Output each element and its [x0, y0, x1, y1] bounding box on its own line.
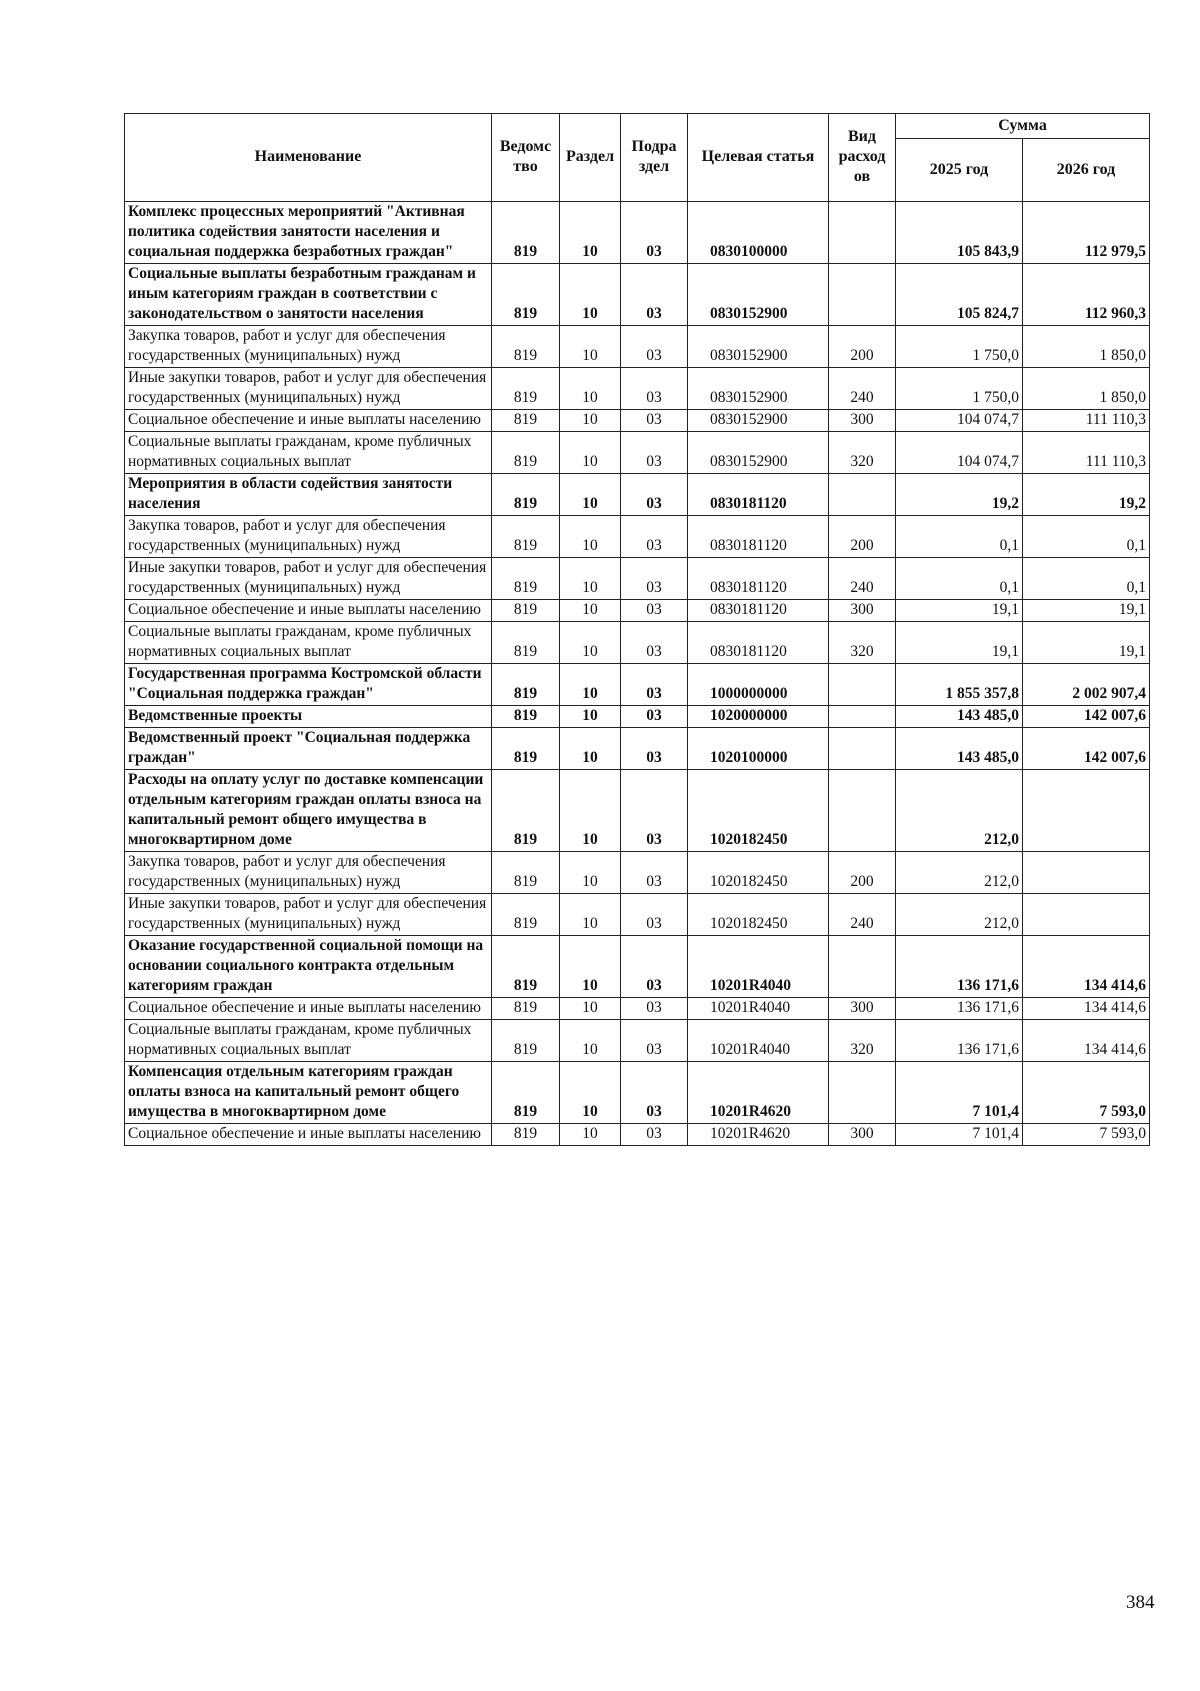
cell-ved: 819	[492, 1020, 560, 1062]
table-row	[125, 474, 1150, 516]
table-row	[125, 264, 1150, 326]
cell-podrazdel: 03	[621, 410, 688, 432]
cell-ved: 819	[492, 622, 560, 664]
table-row	[125, 894, 1150, 936]
cell-name: Закупка товаров, работ и услуг для обеспечения государственных (муниципальных) нужд	[125, 516, 492, 558]
cell-2026: 142 007,6	[1023, 706, 1150, 728]
table-row	[125, 852, 1150, 894]
table-row	[125, 1062, 1150, 1124]
cell-name: Социальное обеспечение и иные выплаты населению	[125, 998, 492, 1020]
cell-ved: 819	[492, 706, 560, 728]
cell-2025: 1 855 357,8	[896, 664, 1023, 706]
cell-2025: 0,1	[896, 558, 1023, 600]
cell-tsel: 1020182450	[688, 852, 829, 894]
cell-2026: 112 979,5	[1023, 202, 1150, 264]
cell-2026: 134 414,6	[1023, 998, 1150, 1020]
cell-ved: 819	[492, 664, 560, 706]
cell-name: Социальное обеспечение и иные выплаты населению	[125, 410, 492, 432]
cell-tsel: 10201R4040	[688, 1020, 829, 1062]
header-tsel: Целевая статья	[688, 114, 829, 202]
cell-vid: 200	[829, 852, 896, 894]
table-row	[125, 516, 1150, 558]
header-podrazdel: Подра здел	[621, 114, 688, 202]
cell-tsel: 0830152900	[688, 368, 829, 410]
cell-2026: 112 960,3	[1023, 264, 1150, 326]
cell-2026: 134 414,6	[1023, 936, 1150, 998]
cell-vid: 240	[829, 368, 896, 410]
cell-name: Социальные выплаты гражданам, кроме публичных нормативных социальных выплат	[125, 432, 492, 474]
header-vid: Вид расход ов	[829, 114, 896, 202]
cell-razdel: 10	[560, 1124, 621, 1146]
cell-podrazdel: 03	[621, 622, 688, 664]
cell-razdel: 10	[560, 998, 621, 1020]
cell-podrazdel: 03	[621, 998, 688, 1020]
cell-2026: 2 002 907,4	[1023, 664, 1150, 706]
cell-tsel: 0830181120	[688, 558, 829, 600]
cell-name: Мероприятия в области содействия занятости населения	[125, 474, 492, 516]
table-row	[125, 998, 1150, 1020]
cell-2025: 136 171,6	[896, 936, 1023, 998]
header-ved: Ведомс тво	[492, 114, 560, 202]
cell-podrazdel: 03	[621, 432, 688, 474]
cell-2026: 134 414,6	[1023, 1020, 1150, 1062]
table-row	[125, 558, 1150, 600]
cell-podrazdel: 03	[621, 770, 688, 852]
cell-razdel: 10	[560, 558, 621, 600]
cell-podrazdel: 03	[621, 600, 688, 622]
cell-ved: 819	[492, 852, 560, 894]
cell-vid: 300	[829, 600, 896, 622]
cell-vid: 300	[829, 410, 896, 432]
cell-tsel: 0830100000	[688, 202, 829, 264]
cell-razdel: 10	[560, 516, 621, 558]
cell-razdel: 10	[560, 600, 621, 622]
cell-vid	[829, 264, 896, 326]
cell-razdel: 10	[560, 410, 621, 432]
cell-podrazdel: 03	[621, 368, 688, 410]
cell-podrazdel: 03	[621, 202, 688, 264]
table-row	[125, 410, 1150, 432]
cell-ved: 819	[492, 1062, 560, 1124]
cell-tsel: 0830152900	[688, 410, 829, 432]
cell-2025: 136 171,6	[896, 1020, 1023, 1062]
cell-razdel: 10	[560, 202, 621, 264]
cell-2026: 19,2	[1023, 474, 1150, 516]
table-row	[125, 1020, 1150, 1062]
cell-podrazdel: 03	[621, 936, 688, 998]
cell-tsel: 0830181120	[688, 474, 829, 516]
cell-2025: 105 843,9	[896, 202, 1023, 264]
cell-2026: 1 850,0	[1023, 326, 1150, 368]
cell-name: Социальные выплаты безработным гражданам и иным категориям граждан в соответствии с законодательством о занятости населения	[125, 264, 492, 326]
cell-razdel: 10	[560, 326, 621, 368]
cell-2026: 7 593,0	[1023, 1124, 1150, 1146]
cell-razdel: 10	[560, 770, 621, 852]
cell-2025: 19,1	[896, 600, 1023, 622]
cell-ved: 819	[492, 998, 560, 1020]
cell-razdel: 10	[560, 368, 621, 410]
cell-podrazdel: 03	[621, 706, 688, 728]
cell-razdel: 10	[560, 1062, 621, 1124]
cell-ved: 819	[492, 368, 560, 410]
header-razdel: Раздел	[560, 114, 621, 202]
cell-podrazdel: 03	[621, 852, 688, 894]
page-number: 384	[1126, 1592, 1155, 1613]
cell-razdel: 10	[560, 432, 621, 474]
header-summa: Сумма	[896, 114, 1150, 139]
cell-podrazdel: 03	[621, 894, 688, 936]
cell-podrazdel: 03	[621, 1062, 688, 1124]
cell-tsel: 1020182450	[688, 770, 829, 852]
table-row	[125, 326, 1150, 368]
cell-razdel: 10	[560, 728, 621, 770]
cell-name: Оказание государственной социальной помощи на основании социального контракта отдельным категориям граждан	[125, 936, 492, 998]
cell-ved: 819	[492, 936, 560, 998]
cell-ved: 819	[492, 410, 560, 432]
cell-2026	[1023, 770, 1150, 852]
cell-name: Социальные выплаты гражданам, кроме публичных нормативных социальных выплат	[125, 622, 492, 664]
cell-vid	[829, 770, 896, 852]
cell-2026: 0,1	[1023, 516, 1150, 558]
cell-name: Комплекс процессных мероприятий "Активная политика содействия занятости населения и социальная поддержка безработных граждан"	[125, 202, 492, 264]
cell-2025: 143 485,0	[896, 706, 1023, 728]
table-row	[125, 432, 1150, 474]
cell-2026: 142 007,6	[1023, 728, 1150, 770]
cell-name: Закупка товаров, работ и услуг для обеспечения государственных (муниципальных) нужд	[125, 852, 492, 894]
cell-ved: 819	[492, 432, 560, 474]
cell-podrazdel: 03	[621, 474, 688, 516]
cell-vid	[829, 706, 896, 728]
cell-2025: 212,0	[896, 852, 1023, 894]
cell-2025: 19,1	[896, 622, 1023, 664]
cell-name: Компенсация отдельным категориям граждан оплаты взноса на капитальный ремонт общего имущества в многоквартирном доме	[125, 1062, 492, 1124]
cell-razdel: 10	[560, 664, 621, 706]
table-row	[125, 368, 1150, 410]
cell-name: Социальные выплаты гражданам, кроме публичных нормативных социальных выплат	[125, 1020, 492, 1062]
table-row	[125, 936, 1150, 998]
cell-vid: 300	[829, 998, 896, 1020]
table-row	[125, 664, 1150, 706]
cell-vid: 320	[829, 432, 896, 474]
cell-2025: 0,1	[896, 516, 1023, 558]
budget-table	[124, 113, 1150, 1146]
cell-tsel: 0830181120	[688, 516, 829, 558]
cell-tsel: 0830152900	[688, 432, 829, 474]
cell-tsel: 0830152900	[688, 264, 829, 326]
table-row	[125, 202, 1150, 264]
cell-2026	[1023, 852, 1150, 894]
cell-vid	[829, 728, 896, 770]
cell-vid	[829, 1062, 896, 1124]
cell-podrazdel: 03	[621, 1020, 688, 1062]
cell-2026: 19,1	[1023, 622, 1150, 664]
cell-2026: 7 593,0	[1023, 1062, 1150, 1124]
cell-2025: 104 074,7	[896, 410, 1023, 432]
cell-name: Иные закупки товаров, работ и услуг для обеспечения государственных (муниципальных) нужд	[125, 368, 492, 410]
cell-ved: 819	[492, 600, 560, 622]
cell-2025: 1 750,0	[896, 326, 1023, 368]
table-row	[125, 728, 1150, 770]
cell-name: Государственная программа Костромской области "Социальная поддержка граждан"	[125, 664, 492, 706]
cell-2026: 19,1	[1023, 600, 1150, 622]
cell-razdel: 10	[560, 852, 621, 894]
cell-2026: 1 850,0	[1023, 368, 1150, 410]
table-row	[125, 1124, 1150, 1146]
cell-vid	[829, 936, 896, 998]
cell-vid: 300	[829, 1124, 896, 1146]
cell-podrazdel: 03	[621, 1124, 688, 1146]
cell-razdel: 10	[560, 706, 621, 728]
cell-podrazdel: 03	[621, 664, 688, 706]
cell-2026	[1023, 894, 1150, 936]
cell-ved: 819	[492, 202, 560, 264]
cell-tsel: 10201R4620	[688, 1124, 829, 1146]
cell-vid	[829, 474, 896, 516]
cell-vid: 200	[829, 516, 896, 558]
cell-ved: 819	[492, 326, 560, 368]
cell-tsel: 1020000000	[688, 706, 829, 728]
table-row	[125, 770, 1150, 852]
header-2026: 2026 год	[1023, 139, 1150, 202]
cell-2025: 19,2	[896, 474, 1023, 516]
cell-2025: 1 750,0	[896, 368, 1023, 410]
cell-tsel: 10201R4040	[688, 998, 829, 1020]
cell-ved: 819	[492, 1124, 560, 1146]
cell-tsel: 10201R4620	[688, 1062, 829, 1124]
cell-tsel: 0830181120	[688, 600, 829, 622]
cell-tsel: 1000000000	[688, 664, 829, 706]
cell-name: Ведомственный проект "Социальная поддержка граждан"	[125, 728, 492, 770]
cell-podrazdel: 03	[621, 264, 688, 326]
table-row	[125, 600, 1150, 622]
cell-ved: 819	[492, 474, 560, 516]
cell-razdel: 10	[560, 1020, 621, 1062]
cell-ved: 819	[492, 770, 560, 852]
cell-2025: 7 101,4	[896, 1124, 1023, 1146]
cell-tsel: 0830181120	[688, 622, 829, 664]
cell-2025: 136 171,6	[896, 998, 1023, 1020]
cell-razdel: 10	[560, 894, 621, 936]
cell-razdel: 10	[560, 622, 621, 664]
cell-podrazdel: 03	[621, 326, 688, 368]
cell-ved: 819	[492, 558, 560, 600]
cell-podrazdel: 03	[621, 728, 688, 770]
cell-2025: 212,0	[896, 770, 1023, 852]
cell-vid: 240	[829, 894, 896, 936]
cell-2025: 143 485,0	[896, 728, 1023, 770]
cell-name: Социальное обеспечение и иные выплаты населению	[125, 1124, 492, 1146]
cell-tsel: 1020100000	[688, 728, 829, 770]
cell-name: Иные закупки товаров, работ и услуг для обеспечения государственных (муниципальных) нужд	[125, 894, 492, 936]
cell-2025: 212,0	[896, 894, 1023, 936]
cell-2026: 0,1	[1023, 558, 1150, 600]
cell-2025: 7 101,4	[896, 1062, 1023, 1124]
cell-ved: 819	[492, 516, 560, 558]
cell-2026: 111 110,3	[1023, 410, 1150, 432]
cell-name: Ведомственные проекты	[125, 706, 492, 728]
cell-name: Социальное обеспечение и иные выплаты населению	[125, 600, 492, 622]
cell-vid	[829, 664, 896, 706]
table-body	[125, 202, 1150, 1146]
cell-razdel: 10	[560, 264, 621, 326]
cell-tsel: 0830152900	[688, 326, 829, 368]
cell-razdel: 10	[560, 474, 621, 516]
cell-name: Расходы на оплату услуг по доставке компенсации отдельным категориям граждан оплаты взноса на капитальный ремонт общего имущества в многоквартирном доме	[125, 770, 492, 852]
cell-tsel: 10201R4040	[688, 936, 829, 998]
cell-vid	[829, 202, 896, 264]
cell-vid: 200	[829, 326, 896, 368]
header-2025: 2025 год	[896, 139, 1023, 202]
cell-name: Закупка товаров, работ и услуг для обеспечения государственных (муниципальных) нужд	[125, 326, 492, 368]
cell-vid: 320	[829, 622, 896, 664]
cell-vid: 320	[829, 1020, 896, 1062]
cell-vid: 240	[829, 558, 896, 600]
cell-tsel: 1020182450	[688, 894, 829, 936]
header-name: Наименование	[125, 114, 492, 202]
cell-ved: 819	[492, 728, 560, 770]
table-row	[125, 622, 1150, 664]
cell-ved: 819	[492, 894, 560, 936]
table-row	[125, 706, 1150, 728]
cell-ved: 819	[492, 264, 560, 326]
cell-name: Иные закупки товаров, работ и услуг для обеспечения государственных (муниципальных) нужд	[125, 558, 492, 600]
cell-2026: 111 110,3	[1023, 432, 1150, 474]
cell-2025: 104 074,7	[896, 432, 1023, 474]
cell-podrazdel: 03	[621, 516, 688, 558]
cell-razdel: 10	[560, 936, 621, 998]
cell-2025: 105 824,7	[896, 264, 1023, 326]
cell-podrazdel: 03	[621, 558, 688, 600]
